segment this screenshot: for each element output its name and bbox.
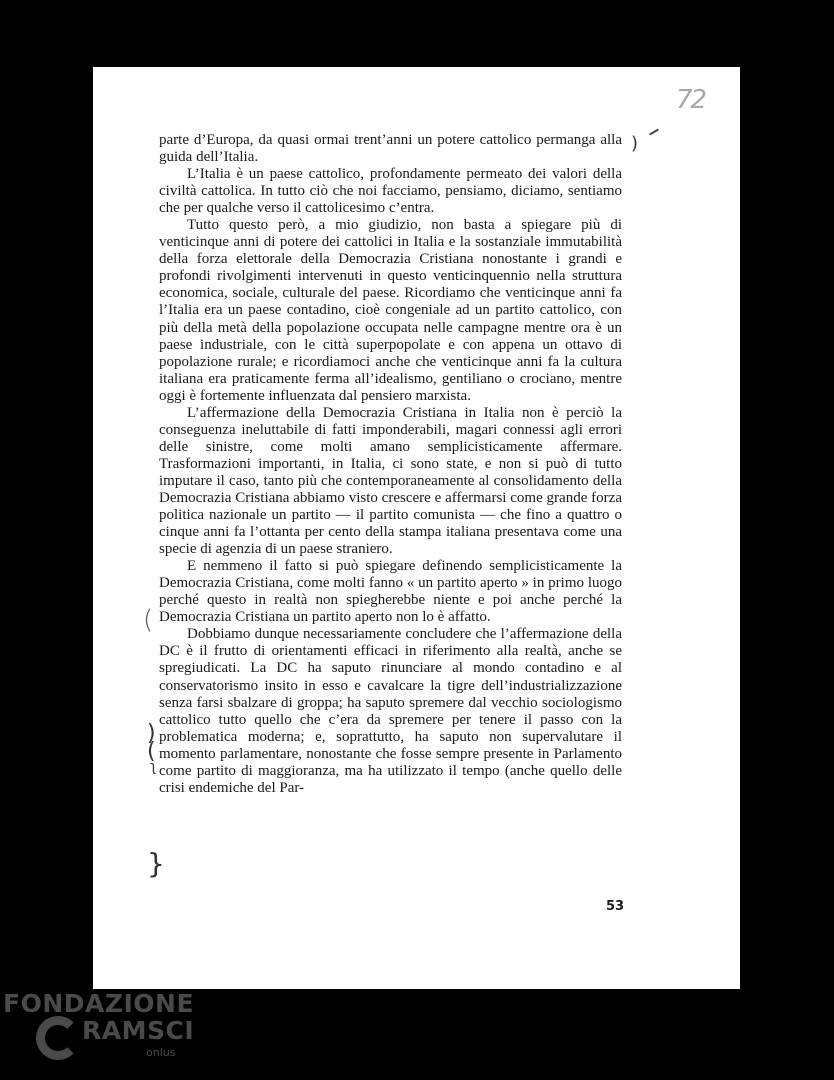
logo-text-line1: FONDAZIONE xyxy=(3,989,195,1018)
paragraph-5: E nemmeno il fatto si può spiegare definendo semplicisticamente la Democrazia Cristiana, come molti fanno « un partito aperto » in primo luogo perché questo in realtà non spiegherebbe niente e poi anche perché la Democrazia Cristiana un partito aperto non lo è affatto. xyxy=(159,558,622,626)
document-page xyxy=(93,67,740,989)
margin-bracket-icon: ( xyxy=(147,739,156,764)
paragraph-3: Tutto questo però, a mio giudizio, non basta a spiegare più di venticinque anni di potere dei cattolici in Italia e la sostanziale immutabilità della forza elettorale della Democrazia Cristiana nonostante i grandi e profondi rivolgimenti intervenuti in questo venticinquennio nella struttura economica, sociale, culturale del paese. Ricordiamo che venticinque anni fa l’Italia era un paese contadino, cioè congeniale ad un partito cattolico, con più della metà della popolazione occupata nelle campagne mentre ora è un paese industriale, con le città superpopolate e con appena un ottavo di popolazione rurale; e ricordiamoci anche che venticinque anni fa la cultura italiana era praticamente ferma all’idealismo, gentiliano o crociano, mentre oggi è fortemente influenzata dal pensiero marxista. xyxy=(159,217,622,404)
margin-bracket-icon: ) xyxy=(631,133,639,154)
paragraph-2: L’Italia è un paese cattolico, profondamente permeato dei valori della civiltà cattolica. In tutto ciò che noi facciamo, pensiamo, diciamo, sentiamo che per qualche verso il cattolicesimo c’entra. xyxy=(159,166,622,217)
body-text xyxy=(159,132,622,797)
fondazione-gramsci-logo xyxy=(0,986,220,1080)
margin-bracket-icon: ( xyxy=(143,605,154,635)
paragraph-6: Dobbiamo dunque necessariamente concludere che l’affermazione della DC è il frutto di orientamenti efficaci in riferimento alla realtà, anche se spregiudicati. La DC ha saputo rinunciare al mondo contadino e al conservatorismo insito in esso e cavalcare la tigre dell’industrializzazione senza farsi sbalzare di groppa; ha saputo spremere dal vecchio sociologismo cattolico tutto quello che c’era da spremere per tenere il passo con la problematica moderna; e, soprattutto, ha saputo non supervalutare il momento parlamentare, nonostante che fosse sempre presente in Parlamento come partito di maggioranza, ma ha utilizzato il tempo (anche quello delle crisi endemiche del Par- xyxy=(159,626,622,796)
logo-text-line3: onlus xyxy=(146,1046,176,1059)
margin-bracket-icon: ) xyxy=(147,721,156,746)
page-number: 53 xyxy=(606,899,625,914)
margin-bracket-icon: } xyxy=(147,847,165,880)
margin-bracket-icon: ʅ xyxy=(150,759,157,775)
paragraph-1: parte d’Europa, da quasi ormai trent’anni un potere cattolico permanga alla guida dell’Italia. xyxy=(159,132,622,166)
margin-tick-icon xyxy=(649,129,659,136)
logo-g-icon xyxy=(36,1016,80,1060)
handwritten-page-mark: 72 xyxy=(676,85,706,115)
logo-text-line2: RAMSCI xyxy=(82,1016,195,1045)
paragraph-4: L’affermazione della Democrazia Cristiana in Italia non è perciò la conseguenza ineluttabile di fatti imponderabili, magari connessi agli errori delle sinistre, come molti amano semplicisticamente affermare. Trasformazioni importanti, in Italia, ci sono state, e non si può di tutto imputare il caso, tanto più che contemporaneamente al consolidamento della Democrazia Cristiana abbiamo visto crescere e affermarsi come grande forza politica nazionale un partito — il partito comunista — che fino a quattro o cinque anni fa l’ottanta per cento della stampa italiana presentava come una specie di agenzia di un paese straniero. xyxy=(159,404,622,558)
